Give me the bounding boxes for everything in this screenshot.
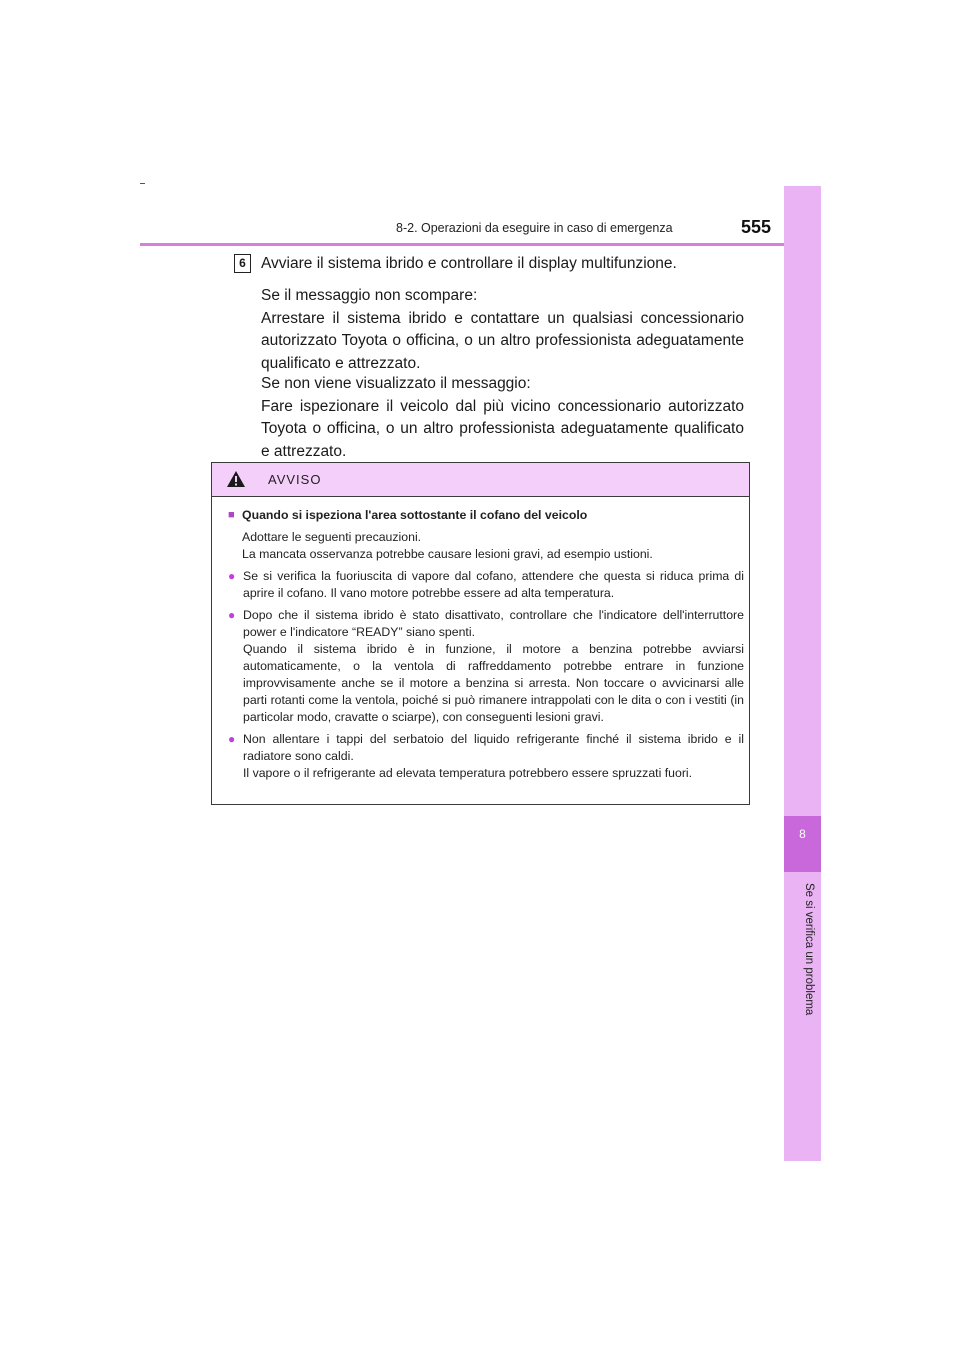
list-item-text-1: Se si verifica la fuoriuscita di vapore dal cofano, attendere che questa si riduca prima di aprire il cofano. Il vano motore potrebbe essere ad alta temperatura.: [243, 569, 744, 600]
warning-intro-1: Adottare le seguenti precauzioni.: [242, 530, 422, 544]
list-item-text-1: Non allentare i tappi del serbatoio del liquido refrigerante finché il sistema ibrido e il radiatore sono caldi.: [243, 732, 744, 763]
circle-bullet-icon: ●: [228, 608, 236, 622]
list-item-text: [243, 607, 744, 726]
case2-title: Se non viene visualizzato il messaggio:: [261, 375, 531, 392]
chapter-tab: [784, 816, 821, 872]
case2-text: Fare ispezionare il veicolo dal più vicino concessionario autorizzato Toyota o officina, o un altro professionista adeguatamente qualificato e attrezzato.: [261, 397, 744, 460]
list-item: [228, 607, 744, 726]
list-item-text: [243, 568, 744, 602]
warning-heading: [228, 507, 744, 524]
chapter-number: 8: [799, 827, 806, 841]
warning-intro: [242, 529, 744, 563]
case-message-persists: [261, 285, 744, 375]
page-number: 555: [741, 217, 772, 237]
circle-bullet-icon: ●: [228, 569, 236, 583]
list-item: [228, 731, 744, 782]
warning-title: AVVISO: [268, 472, 322, 487]
warning-body: [228, 507, 744, 782]
warning-triangle-icon: [226, 470, 246, 488]
case1-title: Se il messaggio non scompare:: [261, 287, 478, 304]
case-no-message: [261, 373, 744, 463]
section-header: 8-2. Operazioni da eseguire in caso di emergenza: [396, 221, 673, 235]
warning-box: [211, 462, 750, 805]
chapter-title: Se si verifica un problema: [803, 883, 815, 1016]
list-item-text-2: Il vapore o il refrigerante ad elevata temperatura potrebbero essere spruzzati fuori.: [243, 766, 693, 780]
warning-header: [212, 463, 749, 497]
warning-intro-2: La mancata osservanza potrebbe causare lesioni gravi, ad esempio ustioni.: [242, 547, 653, 561]
warning-heading-text: Quando si ispeziona l'area sottostante il cofano del veicolo: [242, 508, 588, 522]
header-rule: [140, 243, 821, 246]
case1-text: Arrestare il sistema ibrido e contattare un qualsiasi concessionario autorizzato Toyota o officina, o un altro professionista adeguatamente qualificato e attrezzato.: [261, 309, 744, 372]
crop-mark: [140, 183, 145, 184]
circle-bullet-icon: ●: [228, 732, 236, 746]
list-item-text-2: Quando il sistema ibrido è in funzione, il motore a benzina potrebbe avviarsi automaticamente, o la ventola di raffreddamento potrebbe entrare in funzione improvvisamente anche se il motore a benzina si arresta. Non toccare o avvicinarsi alle parti rotanti come la ventola, poiché si può rimanere intrappolati con le dita o con i vestiti (in particolar modo, cravatte o sciarpe), con conseguenti lesioni gravi.: [243, 642, 744, 724]
step-instruction-text: Avviare il sistema ibrido e controllare il display multifunzione.: [261, 255, 677, 272]
list-item: [228, 568, 744, 602]
square-bullet-icon: ■: [228, 509, 235, 521]
list-item-text: [243, 731, 744, 782]
list-item-text-1: Dopo che il sistema ibrido è stato disattivato, controllare che l'indicatore dell'interruttore power e l'indicatore “READY” siano spenti.: [243, 608, 744, 639]
step-instruction: [261, 253, 744, 276]
step-number-box: 6: [234, 254, 251, 273]
